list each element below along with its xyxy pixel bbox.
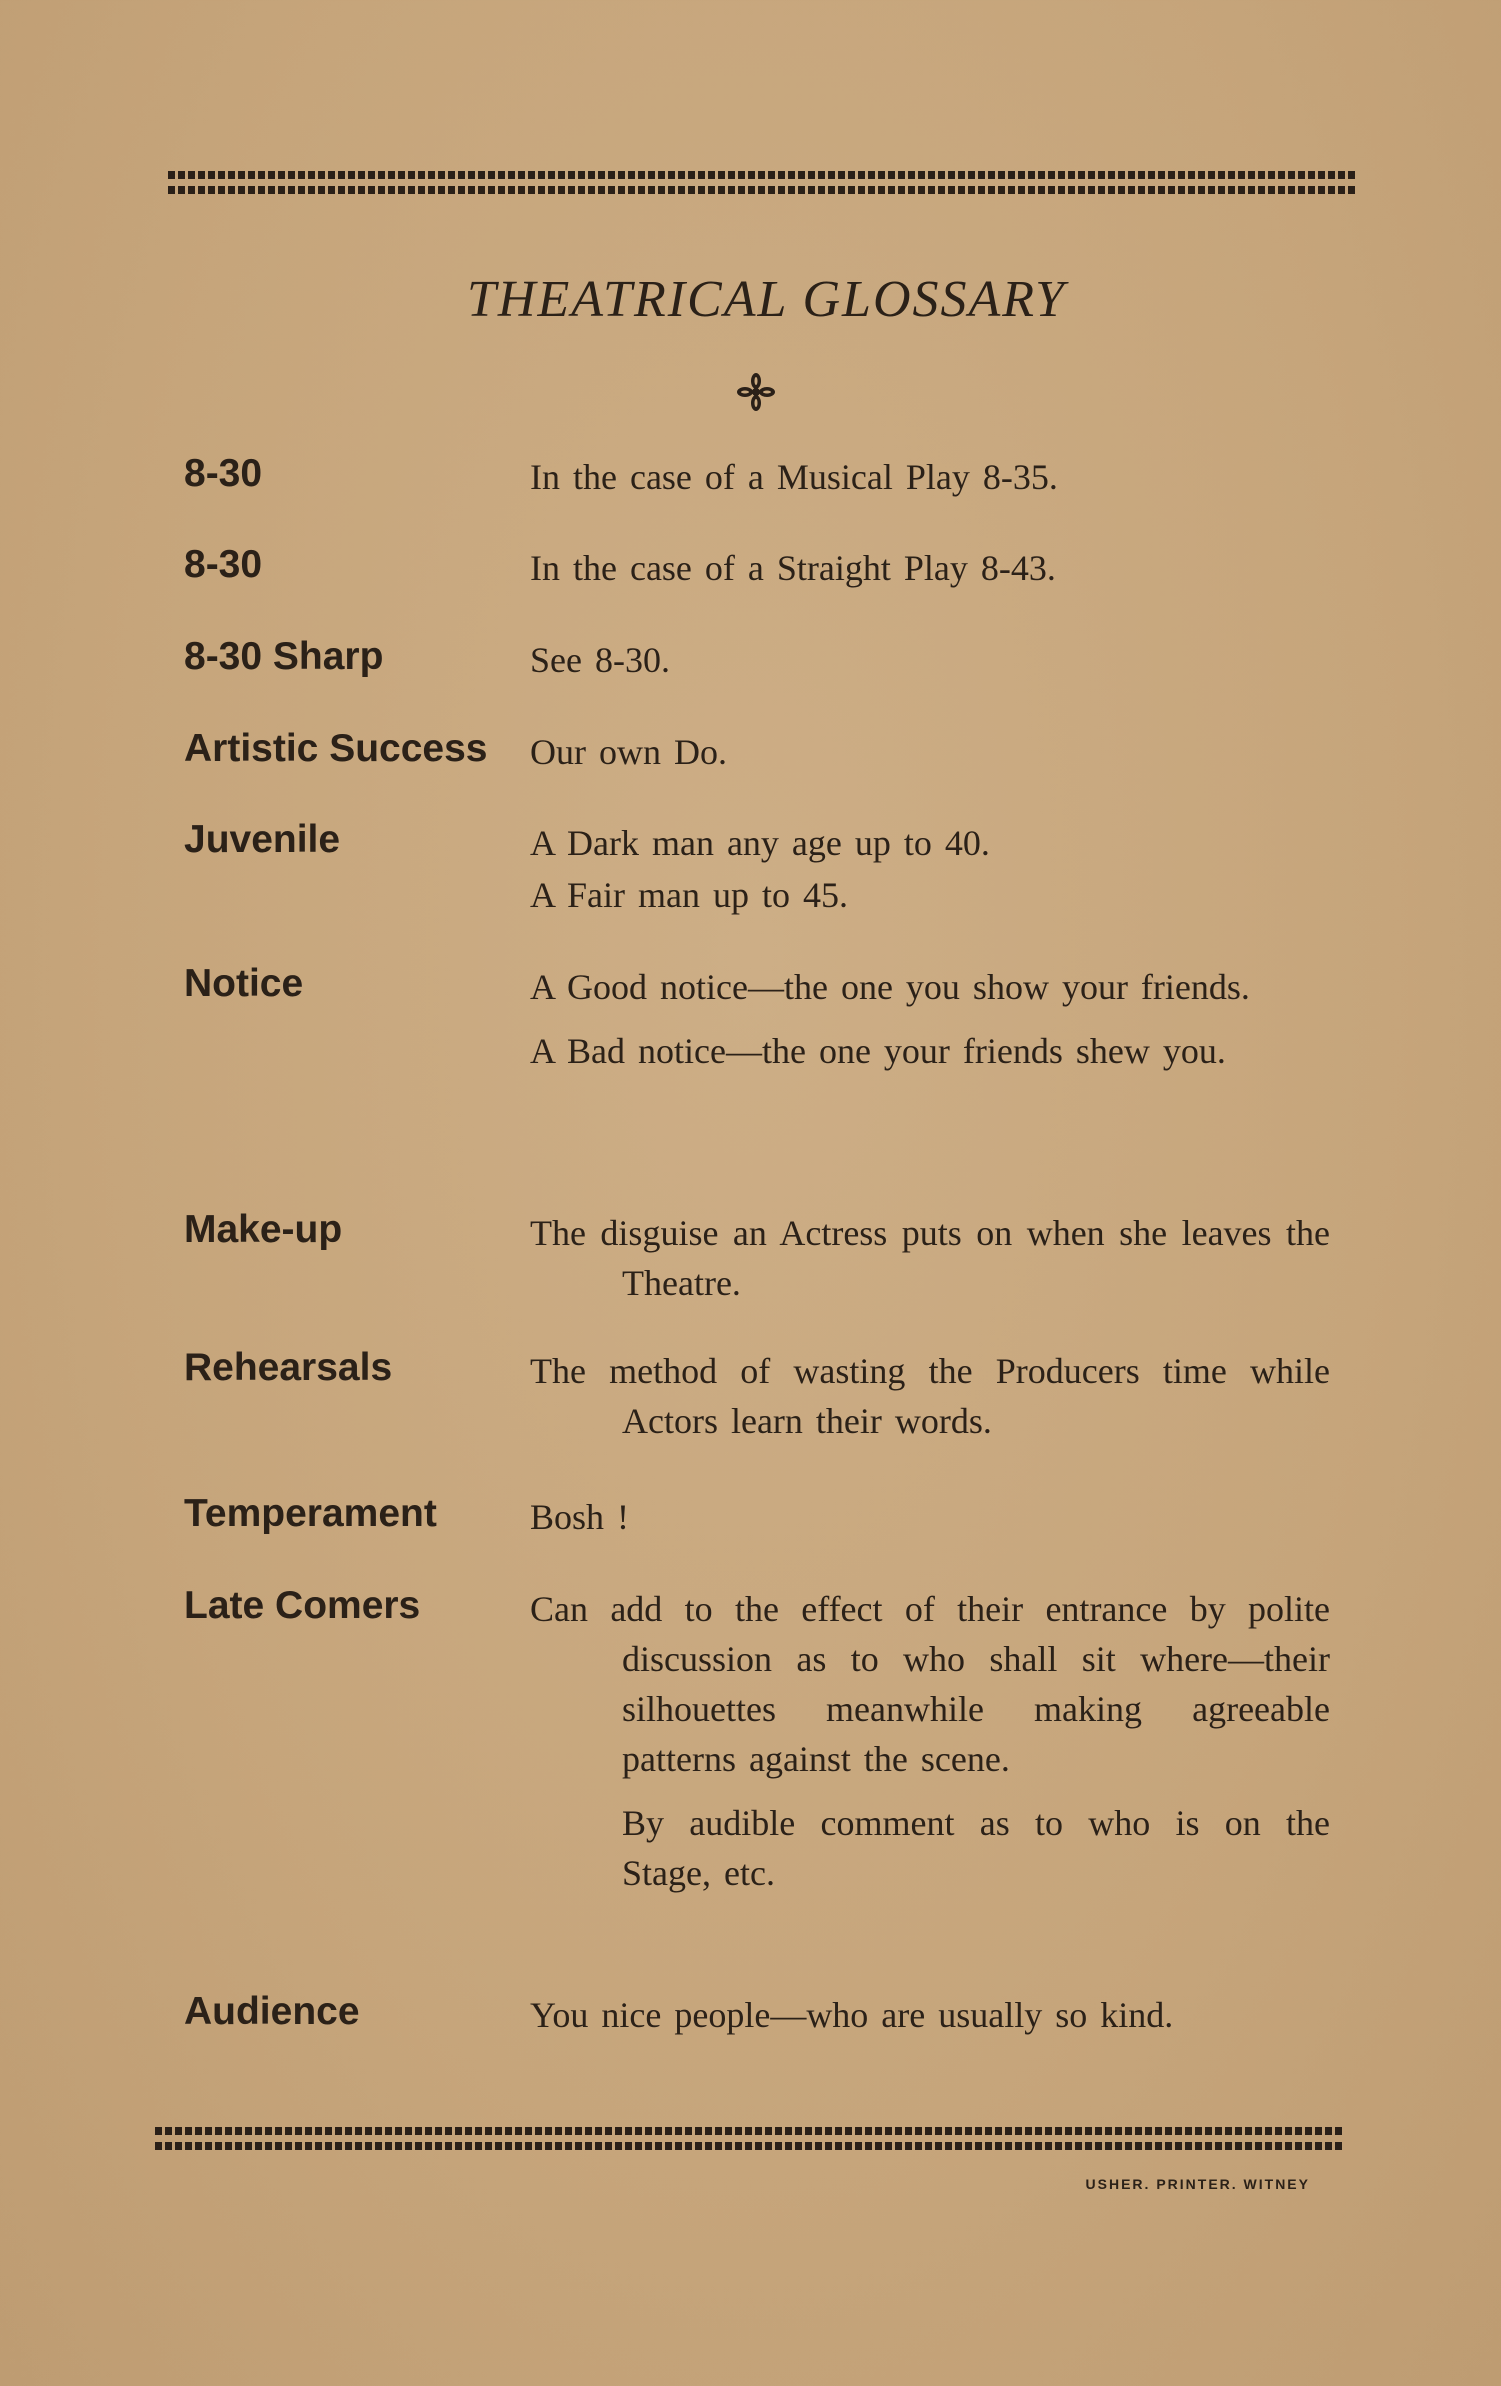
glossary-term: Make-up	[184, 1208, 343, 1251]
glossary-definitions	[530, 727, 1330, 791]
glossary-definitions	[530, 1584, 1330, 1912]
glossary-term: 8-30 Sharp	[184, 635, 384, 678]
bottom-dotted-rule	[155, 2127, 1342, 2151]
glossary-definition: Our own Do.	[530, 732, 727, 772]
glossary-definition: See 8-30.	[530, 640, 670, 680]
glossary-term: Temperament	[184, 1492, 437, 1535]
glossary-definition: A Good notice—the one you show your friends.	[530, 967, 1250, 1007]
glossary-definitions	[530, 1208, 1330, 1322]
glossary-definitions	[530, 962, 1330, 1090]
glossary-term: Audience	[184, 1990, 360, 2033]
glossary-term: 8-30	[184, 543, 263, 586]
glossary-definition: A Dark man any age up to 40.	[530, 823, 990, 863]
glossary-definition: A Bad notice—the one your friends shew you.	[530, 1031, 1226, 1071]
glossary-definition: In the case of a Straight Play 8-43.	[530, 548, 1056, 588]
glossary-term: Notice	[184, 962, 304, 1005]
glossary-definition: The method of wasting the Producers time while Actors learn their words.	[530, 1351, 1330, 1441]
glossary-definitions	[530, 1346, 1330, 1460]
glossary-term: Late Comers	[184, 1584, 421, 1627]
glossary-definition: You nice people—who are usually so kind.	[530, 1995, 1174, 2035]
glossary-definition: The disguise an Actress puts on when she leaves the Theatre.	[530, 1213, 1330, 1303]
glossary-definitions	[530, 1990, 1330, 2054]
glossary-term: Juvenile	[184, 818, 341, 861]
glossary-definition: A Fair man up to 45.	[530, 875, 848, 915]
glossary-definitions	[530, 635, 1330, 699]
glossary-definition: Can add to the effect of their entrance by polite discussion as to who shall sit where—their silhouettes meanwhile making agreeable patterns against the scene.	[530, 1589, 1330, 1779]
top-dotted-rule	[168, 171, 1358, 195]
printer-imprint: USHER. PRINTER. WITNEY	[1085, 2176, 1310, 2192]
glossary-definition: In the case of a Musical Play 8-35.	[530, 457, 1058, 497]
glossary-definition: Bosh !	[530, 1497, 630, 1537]
glossary-definitions	[530, 543, 1330, 607]
glossary-definitions	[530, 452, 1330, 516]
glossary-term: 8-30	[184, 452, 263, 495]
page-title: THEATRICAL GLOSSARY	[466, 271, 1067, 328]
glossary-definition: By audible comment as to who is on the Stage, etc.	[622, 1803, 1330, 1893]
glossary-term: Rehearsals	[184, 1346, 393, 1389]
fleuron-icon	[736, 372, 776, 412]
glossary-definitions	[530, 818, 1330, 934]
glossary-term: Artistic Success	[184, 727, 488, 770]
glossary-definitions	[530, 1492, 1330, 1556]
